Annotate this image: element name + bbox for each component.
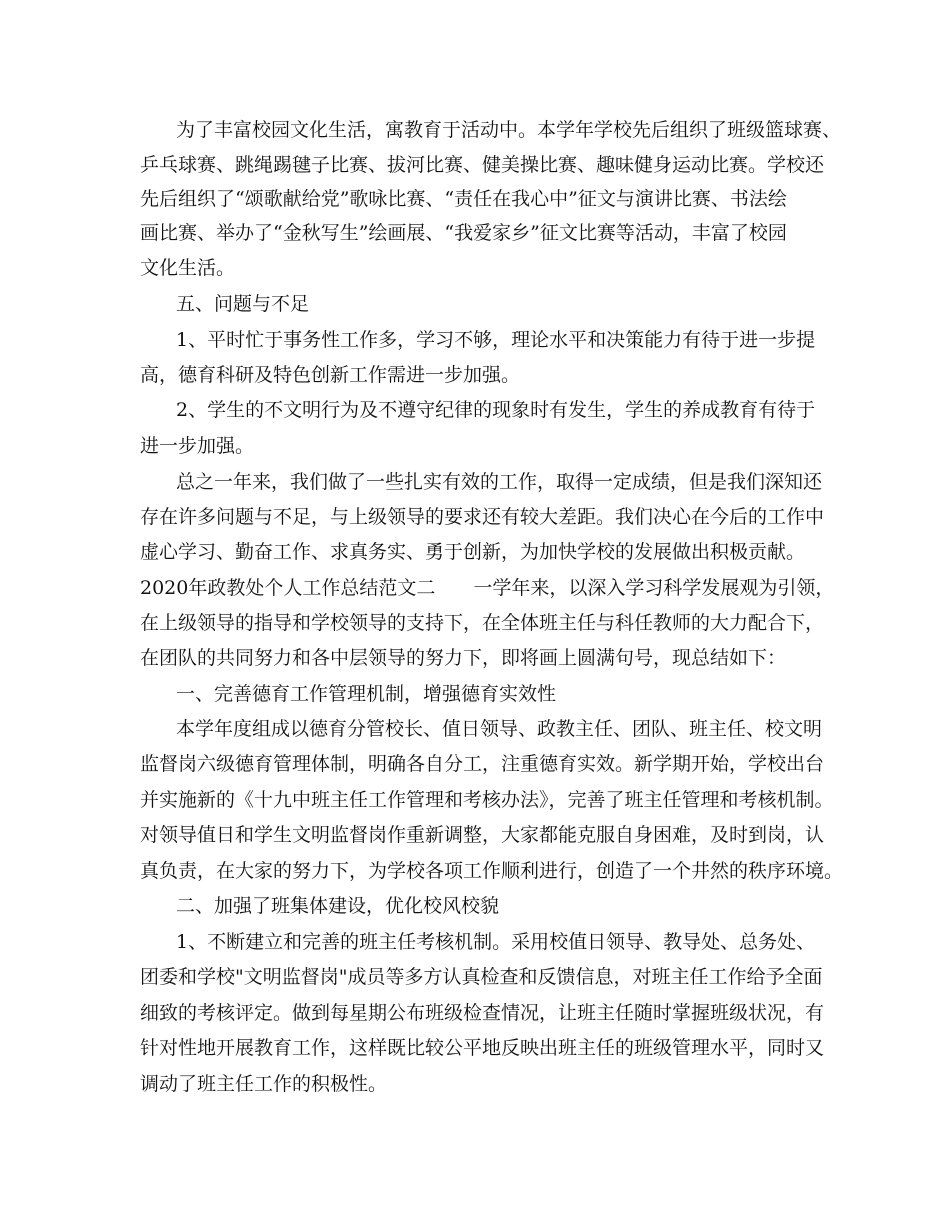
paragraph-line: 2020年政教处个人工作总结范文二 一学年来，以深入学习科学发展观为引领， [140,577,835,599]
paragraph-line: 1、平时忙于事务性工作多，学习不够，理论水平和决策能力有待于进一步提 [176,329,816,351]
paragraph-line: 对领导值日和学生文明监督岗作重新调整，大家都能克服自身困难，及时到岗，认 [140,824,825,846]
paragraph-line: 虚心学习、勤奋工作、求真务实、勇于创新，为加快学校的发展做出积极贡献。 [140,541,806,563]
paragraph-line: 1、不断建立和完善的班主任考核机制。采用校值日领导、教导处、总务处、 [176,931,816,953]
paragraph-line: 乒乓球赛、跳绳踢毽子比赛、拔河比赛、健美操比赛、趣味健身运动比赛。学校还 [140,154,825,176]
paragraph-line: 在上级领导的指导和学校领导的支持下，在全体班主任与科任教师的大力配合下， [140,612,825,634]
paragraph-line: 先后组织了“颂歌献给党”歌咏比赛、“责任在我心中”征文与演讲比赛、书法绘 [140,188,787,210]
paragraph-line: 在团队的共同努力和各中层领导的努力下，即将画上圆满句号，现总结如下： [140,647,787,669]
paragraph-line: 监督岗六级德育管理体制，明确各自分工，注重德育实效。新学期开始，学校出台 [140,753,825,775]
section-heading: 五、问题与不足 [176,293,310,315]
paragraph-line: 并实施新的《十九中班主任工作管理和考核办法》，完善了班主任管理和考核机制。 [140,789,834,811]
paragraph-line: 存在许多问题与不足，与上级领导的要求还有较大差距。我们决心在今后的工作中 [140,506,825,528]
paragraph-line: 团委和学校"文明监督岗"成员等多方认真检查和反馈信息，对班主任工作给予全面 [140,966,823,988]
paragraph-line: 真负责，在大家的努力下，为学校各项工作顺利进行，创造了一个井然的秩序环境。 [140,860,844,882]
paragraph-line: 本学年度组成以德育分管校长、值日领导、政教主任、团队、班主任、校文明 [176,718,823,740]
paragraph-line: 总之一年来，我们做了一些扎实有效的工作，取得一定成绩，但是我们深知还 [176,471,823,493]
paragraph-line: 2、学生的不文明行为及不遵守纪律的现象时有发生，学生的养成教育有待于 [176,399,816,421]
paragraph-line: 针对性地开展教育工作，这样既比较公平地反映出班主任的班级管理水平，同时又 [140,1037,825,1059]
paragraph-line: 调动了班主任工作的积极性。 [140,1073,388,1095]
paragraph-line: 进一步加强。 [140,435,255,457]
paragraph-line: 为了丰富校园文化生活，寓教育于活动中。本学年学校先后组织了班级篮球赛、 [176,119,842,141]
paragraph-line: 画比赛、举办了“金秋写生”绘画展、“我爱家乡”征文比赛等活动，丰富了校园 [140,222,787,244]
paragraph-line: 细致的考核评定。做到每星期公布班级检查情况，让班主任随时掌握班级状况，有 [140,1002,825,1024]
section-heading: 一、完善德育工作管理机制，增强德育实效性 [176,683,557,705]
section-heading: 二、加强了班集体建设，优化校风校貌 [176,895,500,917]
paragraph-line: 高，德育科研及特色创新工作需进一步加强。 [140,364,521,386]
paragraph-line: 文化生活。 [140,257,236,279]
